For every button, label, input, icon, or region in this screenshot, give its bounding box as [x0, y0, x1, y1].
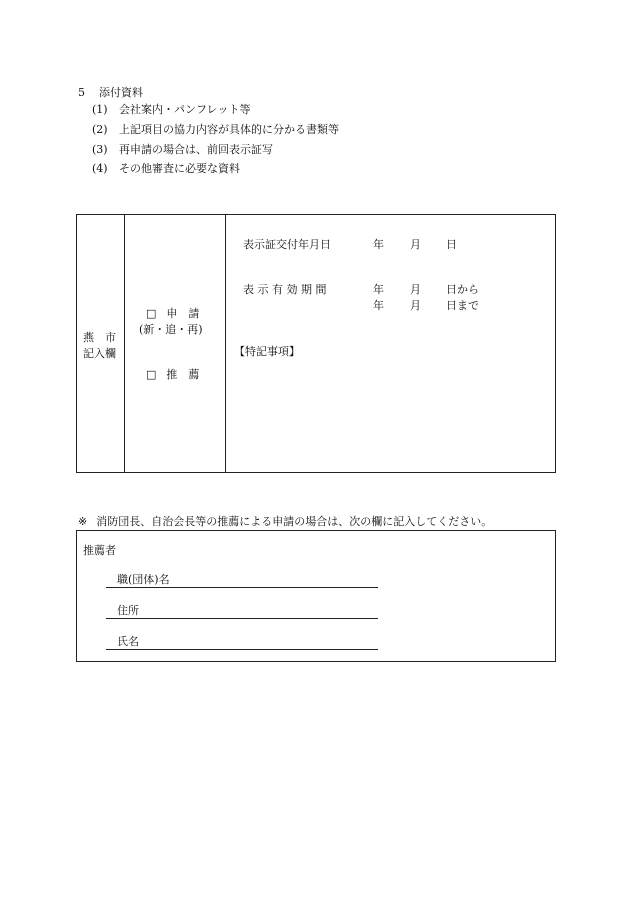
- city-label-line2: 記入欄: [83, 347, 116, 360]
- attachment-item-text: 再申請の場合は、前回表示証写: [119, 143, 273, 156]
- attachment-item: [0, 163, 630, 177]
- recommend-checkbox[interactable]: □: [146, 368, 157, 381]
- attachment-item: [0, 104, 630, 118]
- table-divider: [225, 215, 226, 472]
- address-label: 住所: [117, 604, 139, 617]
- special-notes-label: 【特記事項】: [234, 345, 300, 358]
- validity-from-day: 日から: [446, 283, 479, 296]
- attachment-item-text: 会社案内・パンフレット等: [119, 103, 251, 116]
- issue-month: 月: [410, 238, 421, 251]
- attachments-heading-number: 5: [78, 86, 85, 99]
- name-label: 氏名: [117, 635, 139, 648]
- recommendation-note: [78, 516, 492, 527]
- attachment-item-number: (2): [92, 123, 108, 136]
- attachments-heading-text: 添付資料: [99, 86, 143, 99]
- attachment-item-text: その他審査に必要な資料: [119, 162, 240, 175]
- attachment-item-text: 上記項目の協力内容が具体的に分かる書類等: [119, 123, 339, 136]
- apply-label: 申 請: [166, 307, 200, 320]
- name-field[interactable]: [106, 637, 378, 650]
- organization-field[interactable]: [106, 575, 378, 588]
- recommender-title: 推薦者: [83, 544, 116, 557]
- recommender-box: [76, 530, 556, 662]
- apply-option[interactable]: [146, 308, 199, 319]
- issue-day: 日: [446, 238, 457, 251]
- attachment-item-number: (1): [92, 103, 108, 116]
- validity-from-year: 年: [373, 283, 384, 296]
- note-text: 消防団長、自治会長等の推薦による申請の場合は、次の欄に記入してください。: [96, 515, 493, 528]
- table-divider: [124, 215, 125, 472]
- attachment-item: [0, 124, 630, 138]
- validity-from-month: 月: [410, 283, 421, 296]
- organization-label: 職(団体)名: [117, 573, 170, 586]
- issue-date-label: 表示証交付年月日: [243, 238, 331, 251]
- recommend-option[interactable]: [146, 369, 199, 380]
- attachment-item: [0, 144, 630, 158]
- recommend-label: 推 薦: [166, 368, 200, 381]
- apply-checkbox[interactable]: □: [146, 307, 157, 320]
- attachments-heading: [78, 87, 143, 98]
- validity-label: 表 示 有 効 期 間: [243, 283, 327, 296]
- address-field[interactable]: [106, 606, 378, 619]
- validity-until-month: 月: [410, 299, 421, 312]
- attachment-item-number: (3): [92, 143, 108, 156]
- note-mark: ※: [78, 515, 88, 528]
- city-entry-table: [76, 214, 556, 473]
- apply-type-sub: (新・追・再): [139, 323, 203, 336]
- validity-until-year: 年: [373, 299, 384, 312]
- attachment-item-number: (4): [92, 162, 108, 175]
- city-label-line1: 燕 市: [83, 331, 116, 344]
- issue-year: 年: [373, 238, 384, 251]
- validity-until-day: 日まで: [446, 299, 479, 312]
